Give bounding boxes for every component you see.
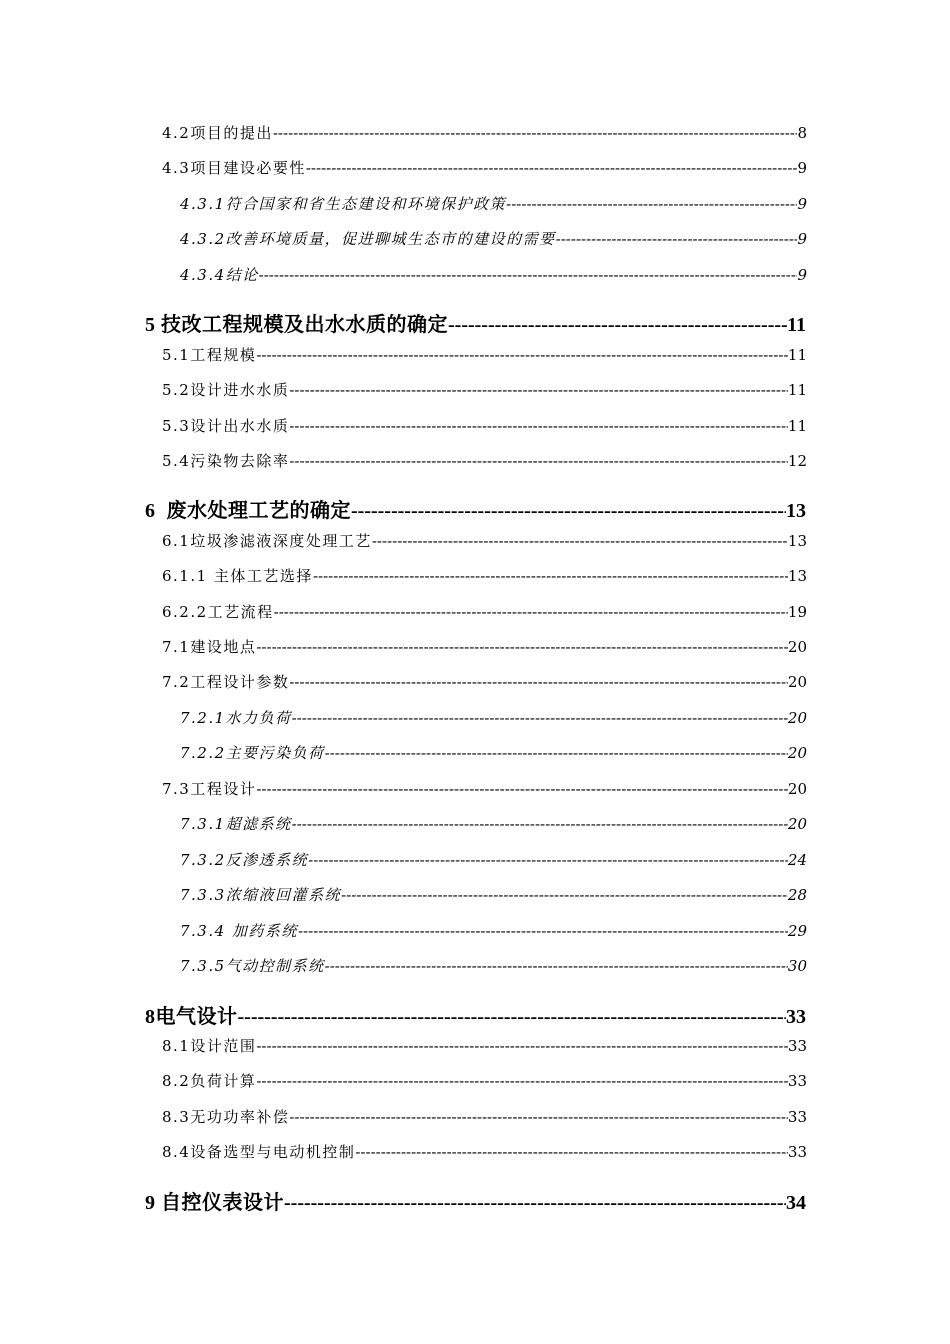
toc-entry-title: 5.3设计出水水质 <box>162 417 290 435</box>
toc-entry[interactable] <box>162 1141 807 1171</box>
toc-entry[interactable] <box>162 530 807 560</box>
toc-chapter[interactable] <box>145 1000 806 1030</box>
toc-leader <box>289 417 788 435</box>
toc-leader <box>341 886 788 904</box>
toc-entry-title: 6.1.1 主体工艺选择 <box>162 567 313 585</box>
toc-entry-title: 4.3项目建设必要性 <box>162 159 306 177</box>
toc-entry-page: 24 <box>787 851 807 869</box>
toc-entry-title: 7.3.1超滤系统 <box>180 815 292 833</box>
toc-entry-title: 6 废水处理工艺的确定 <box>145 500 351 522</box>
toc-leader <box>325 744 788 762</box>
toc-entry-page: 28 <box>787 886 807 904</box>
toc-leader <box>289 381 788 399</box>
toc-entry-title: 5 技改工程规模及出水水质的确定 <box>145 314 448 336</box>
toc-entry[interactable] <box>180 264 807 294</box>
toc-entry-page: 9 <box>797 195 807 213</box>
toc-entry-page: 11 <box>787 417 807 435</box>
toc-entry-page: 9 <box>797 230 807 248</box>
toc-leader <box>256 1037 788 1055</box>
toc-entry-title: 9 自控仪表设计 <box>145 1192 284 1214</box>
toc-leader <box>284 1192 786 1215</box>
toc-entry-title: 8.2负荷计算 <box>162 1072 257 1090</box>
toc-entry-title: 8.3无功功率补偿 <box>162 1108 290 1126</box>
toc-leader <box>292 709 788 727</box>
toc-entry-title: 7.3.2反渗透系统 <box>180 851 309 869</box>
toc-entry-title: 5.4污染物去除率 <box>162 452 290 470</box>
toc-entry[interactable] <box>180 742 807 772</box>
toc-entry[interactable] <box>162 1070 807 1100</box>
toc-leader <box>325 957 788 975</box>
toc-entry-page: 29 <box>787 922 807 940</box>
toc-entry[interactable] <box>180 228 807 258</box>
toc-entry-title: 8.1设计范围 <box>162 1037 257 1055</box>
toc-entry-page: 20 <box>787 709 807 727</box>
toc-leader <box>289 1108 788 1126</box>
toc-entry[interactable] <box>180 955 807 985</box>
toc-entry-page: 12 <box>787 452 807 470</box>
toc-entry-title: 4.3.2改善环境质量，促进聊城生态市的建设的需要 <box>180 230 556 248</box>
toc-entry-title: 4.2项目的提出 <box>162 124 273 142</box>
toc-leader <box>259 266 798 284</box>
toc-entry-title: 8电气设计 <box>145 1006 238 1028</box>
toc-leader <box>308 851 788 869</box>
toc-leader <box>298 922 788 940</box>
toc-leader <box>313 567 788 585</box>
toc-entry-page: 11 <box>787 346 807 364</box>
toc-entry-title: 4.3.1符合国家和省生态建设和环境保护政策 <box>180 195 507 213</box>
toc-entry-page: 11 <box>787 314 806 336</box>
toc-leader <box>306 159 798 177</box>
toc-leader <box>448 314 787 337</box>
toc-entry-title: 5.2设计进水水质 <box>162 381 290 399</box>
toc-leader <box>238 1006 787 1029</box>
toc-leader <box>372 532 788 550</box>
toc-leader <box>292 815 788 833</box>
toc-entry-title: 7.2.2主要污染负荷 <box>180 744 325 762</box>
toc-entry-page: 33 <box>787 1108 807 1126</box>
toc-entry[interactable] <box>180 920 807 950</box>
toc-leader <box>351 500 786 523</box>
toc-chapter[interactable] <box>145 1186 806 1216</box>
toc-entry-page: 13 <box>787 532 807 550</box>
toc-entry[interactable] <box>162 601 807 631</box>
toc-entry[interactable] <box>162 157 807 187</box>
toc-entry-page: 33 <box>786 1006 806 1028</box>
toc-entry[interactable] <box>162 636 807 666</box>
toc-entry[interactable] <box>180 884 807 914</box>
toc-entry[interactable] <box>162 1106 807 1136</box>
toc-entry-page: 20 <box>787 815 807 833</box>
toc-entry-title: 7.3.3浓缩液回灌系统 <box>180 886 342 904</box>
toc-entry-title: 5.1工程规模 <box>162 346 257 364</box>
toc-leader <box>256 780 788 798</box>
toc-leader <box>256 1072 788 1090</box>
toc-entry-title: 7.2.1水力负荷 <box>180 709 292 727</box>
toc-entry-title: 6.2.2工艺流程 <box>162 603 274 621</box>
toc-entry[interactable] <box>180 813 807 843</box>
toc-entry-title: 8.4设备选型与电动机控制 <box>162 1143 356 1161</box>
toc-entry[interactable] <box>180 849 807 879</box>
toc-entry[interactable] <box>162 671 807 701</box>
toc-leader <box>256 346 788 364</box>
toc-entry-page: 33 <box>787 1072 807 1090</box>
toc-entry-page: 19 <box>787 603 807 621</box>
toc-entry[interactable] <box>162 565 807 595</box>
toc-entry-page: 20 <box>787 638 807 656</box>
toc-entry-page: 20 <box>787 744 807 762</box>
toc-entry-page: 33 <box>787 1143 807 1161</box>
toc-entry-title: 7.2工程设计参数 <box>162 673 290 691</box>
toc-entry-title: 4.3.4结论 <box>180 266 259 284</box>
toc-entry-page: 34 <box>786 1192 806 1214</box>
toc-entry-title: 6.1垃圾渗滤液深度处理工艺 <box>162 532 372 550</box>
toc-entry-page: 33 <box>787 1037 807 1055</box>
toc-entry-page: 13 <box>787 567 807 585</box>
toc-entry[interactable] <box>162 122 807 152</box>
toc-leader <box>289 673 788 691</box>
toc-entry-page: 9 <box>797 266 807 284</box>
toc-leader <box>256 638 788 656</box>
toc-leader <box>289 452 788 470</box>
toc-chapter[interactable] <box>145 308 806 338</box>
toc-entry[interactable] <box>180 193 807 223</box>
toc-entry[interactable] <box>162 415 807 445</box>
toc-entry-page: 30 <box>787 957 807 975</box>
toc-entry-title: 7.3工程设计 <box>162 780 257 798</box>
toc-entry-title: 7.1建设地点 <box>162 638 257 656</box>
toc-leader <box>273 124 798 142</box>
toc-chapter[interactable] <box>145 494 806 524</box>
toc-entry-page: 20 <box>787 780 807 798</box>
toc-leader <box>355 1143 788 1161</box>
toc-leader <box>506 195 797 213</box>
toc-leader <box>274 603 788 621</box>
toc-leader <box>556 230 798 248</box>
toc-entry-page: 8 <box>797 124 807 142</box>
toc-entry[interactable] <box>162 1035 807 1065</box>
toc-entry-page: 20 <box>787 673 807 691</box>
toc-entry[interactable] <box>162 379 807 409</box>
toc-entry-page: 13 <box>786 500 806 522</box>
toc-entry[interactable] <box>162 450 807 480</box>
toc-entry-page: 11 <box>787 381 807 399</box>
toc-entry-page: 9 <box>797 159 807 177</box>
toc-entry-title: 7.3.4 加药系统 <box>180 922 298 940</box>
toc-entry[interactable] <box>162 778 807 808</box>
toc-entry[interactable] <box>180 707 807 737</box>
toc-entry[interactable] <box>162 344 807 374</box>
toc-entry-title: 7.3.5气动控制系统 <box>180 957 325 975</box>
